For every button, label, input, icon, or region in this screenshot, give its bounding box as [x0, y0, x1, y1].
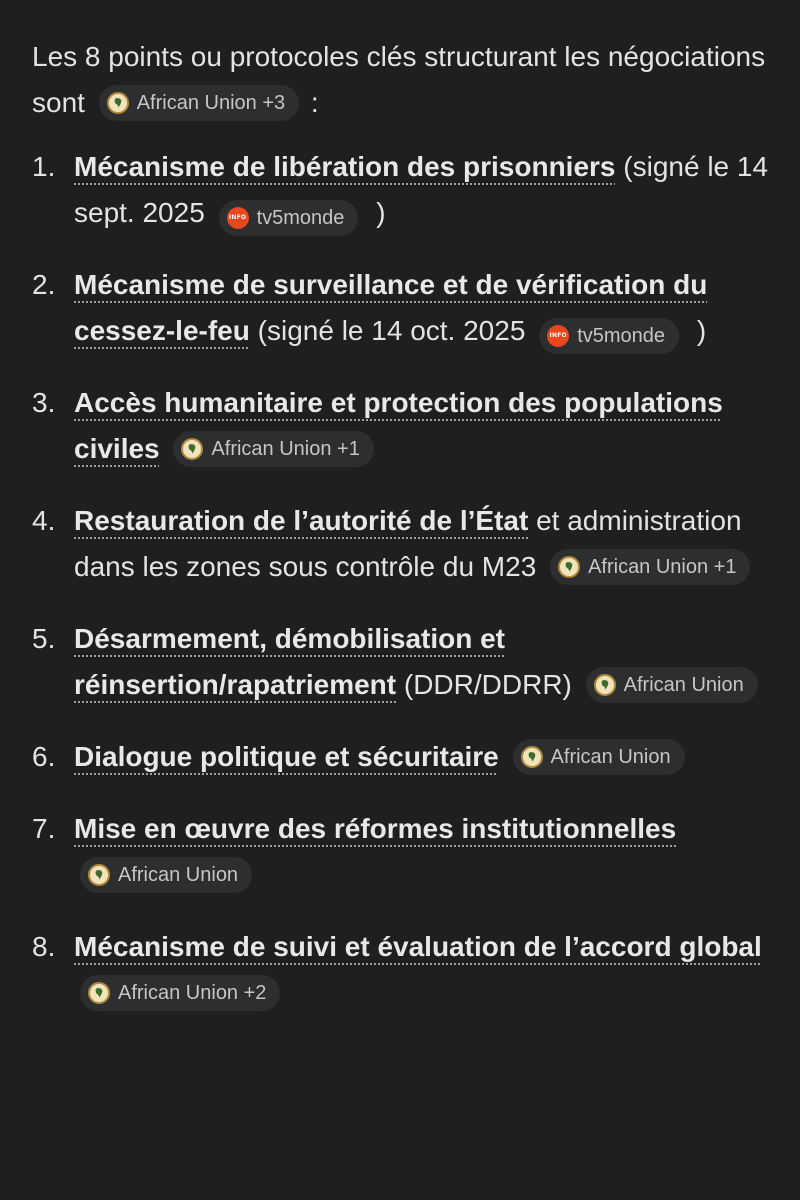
list-number: 1.: [32, 151, 56, 182]
intro-paragraph: [32, 34, 777, 126]
list-item: [32, 262, 777, 354]
source-chip-label: African Union +1: [588, 556, 737, 578]
intro-colon: :: [310, 87, 319, 118]
source-chip-label: African Union: [550, 746, 671, 768]
african-union-emblem-icon: [107, 92, 129, 114]
list-number: 8.: [32, 931, 56, 962]
tv5monde-logo-icon: INFO: [547, 325, 569, 347]
closing-paren: ): [696, 315, 707, 346]
list-number: 2.: [32, 269, 56, 300]
source-chip-label: African Union +2: [118, 982, 267, 1004]
closing-paren: ): [376, 197, 386, 228]
item-text: et administration dans les zones sous contrôle du M23: [74, 505, 742, 582]
item-text: (signé le 14 sept. 2025: [74, 151, 769, 228]
source-chip[interactable]: [513, 739, 685, 775]
intro-text: Les 8 points ou protocoles clés structurant les négociations sont: [32, 41, 766, 118]
source-chip[interactable]: [219, 200, 359, 236]
source-chip-label: tv5monde: [577, 325, 666, 347]
african-union-emblem-icon: [594, 674, 616, 696]
list-item: [32, 924, 777, 1016]
term-link[interactable]: Désarmement, démobilisation et réinsertion/rapatriement: [74, 623, 506, 700]
list-number: 6.: [32, 741, 56, 772]
list-item: [32, 380, 777, 472]
source-chip[interactable]: [173, 431, 373, 467]
list-item: [32, 806, 777, 898]
source-chip[interactable]: [99, 85, 299, 121]
list-item: [32, 498, 777, 590]
source-chip-label: African Union +3: [136, 92, 286, 114]
source-chip[interactable]: [539, 318, 679, 354]
term-link[interactable]: Mise en œuvre des réformes institutionnelles: [74, 813, 677, 844]
list-item: [32, 144, 777, 236]
african-union-emblem-icon: [88, 982, 110, 1004]
item-text: (DDR/DDRR): [403, 669, 572, 700]
source-chip[interactable]: [586, 667, 758, 703]
term-link[interactable]: Mécanisme de libération des prisonniers: [74, 151, 616, 182]
african-union-emblem-icon: [558, 556, 580, 578]
african-union-emblem-icon: [181, 438, 203, 460]
list-number: 5.: [32, 623, 56, 654]
african-union-emblem-icon: [88, 864, 110, 886]
source-chip[interactable]: [80, 857, 252, 893]
answer-content: [32, 34, 777, 1016]
term-link[interactable]: Mécanisme de surveillance et de vérification du cessez-le-feu: [74, 269, 708, 346]
term-link[interactable]: Dialogue politique et sécuritaire: [74, 741, 499, 772]
african-union-emblem-icon: [521, 746, 543, 768]
source-chip-label: African Union: [118, 864, 239, 886]
source-chip-label: African Union +1: [211, 438, 360, 460]
points-list: [32, 144, 777, 1016]
item-text: (signé le 14 oct. 2025: [257, 315, 526, 346]
term-link[interactable]: Restauration de l’autorité de l’État: [74, 505, 529, 536]
term-link[interactable]: Accès humanitaire et protection des populations civiles: [74, 387, 723, 464]
term-link[interactable]: Mécanisme de suivi et évaluation de l’accord global: [74, 931, 762, 962]
list-item: [32, 616, 777, 708]
list-number: 3.: [32, 387, 56, 418]
source-chip-label: tv5monde: [256, 207, 345, 229]
list-number: 4.: [32, 505, 56, 536]
source-chip[interactable]: [550, 549, 750, 585]
tv5monde-logo-icon: INFO: [227, 207, 249, 229]
list-item: [32, 734, 777, 780]
source-chip[interactable]: [80, 975, 280, 1011]
source-chip-label: African Union: [623, 674, 744, 696]
list-number: 7.: [32, 813, 56, 844]
